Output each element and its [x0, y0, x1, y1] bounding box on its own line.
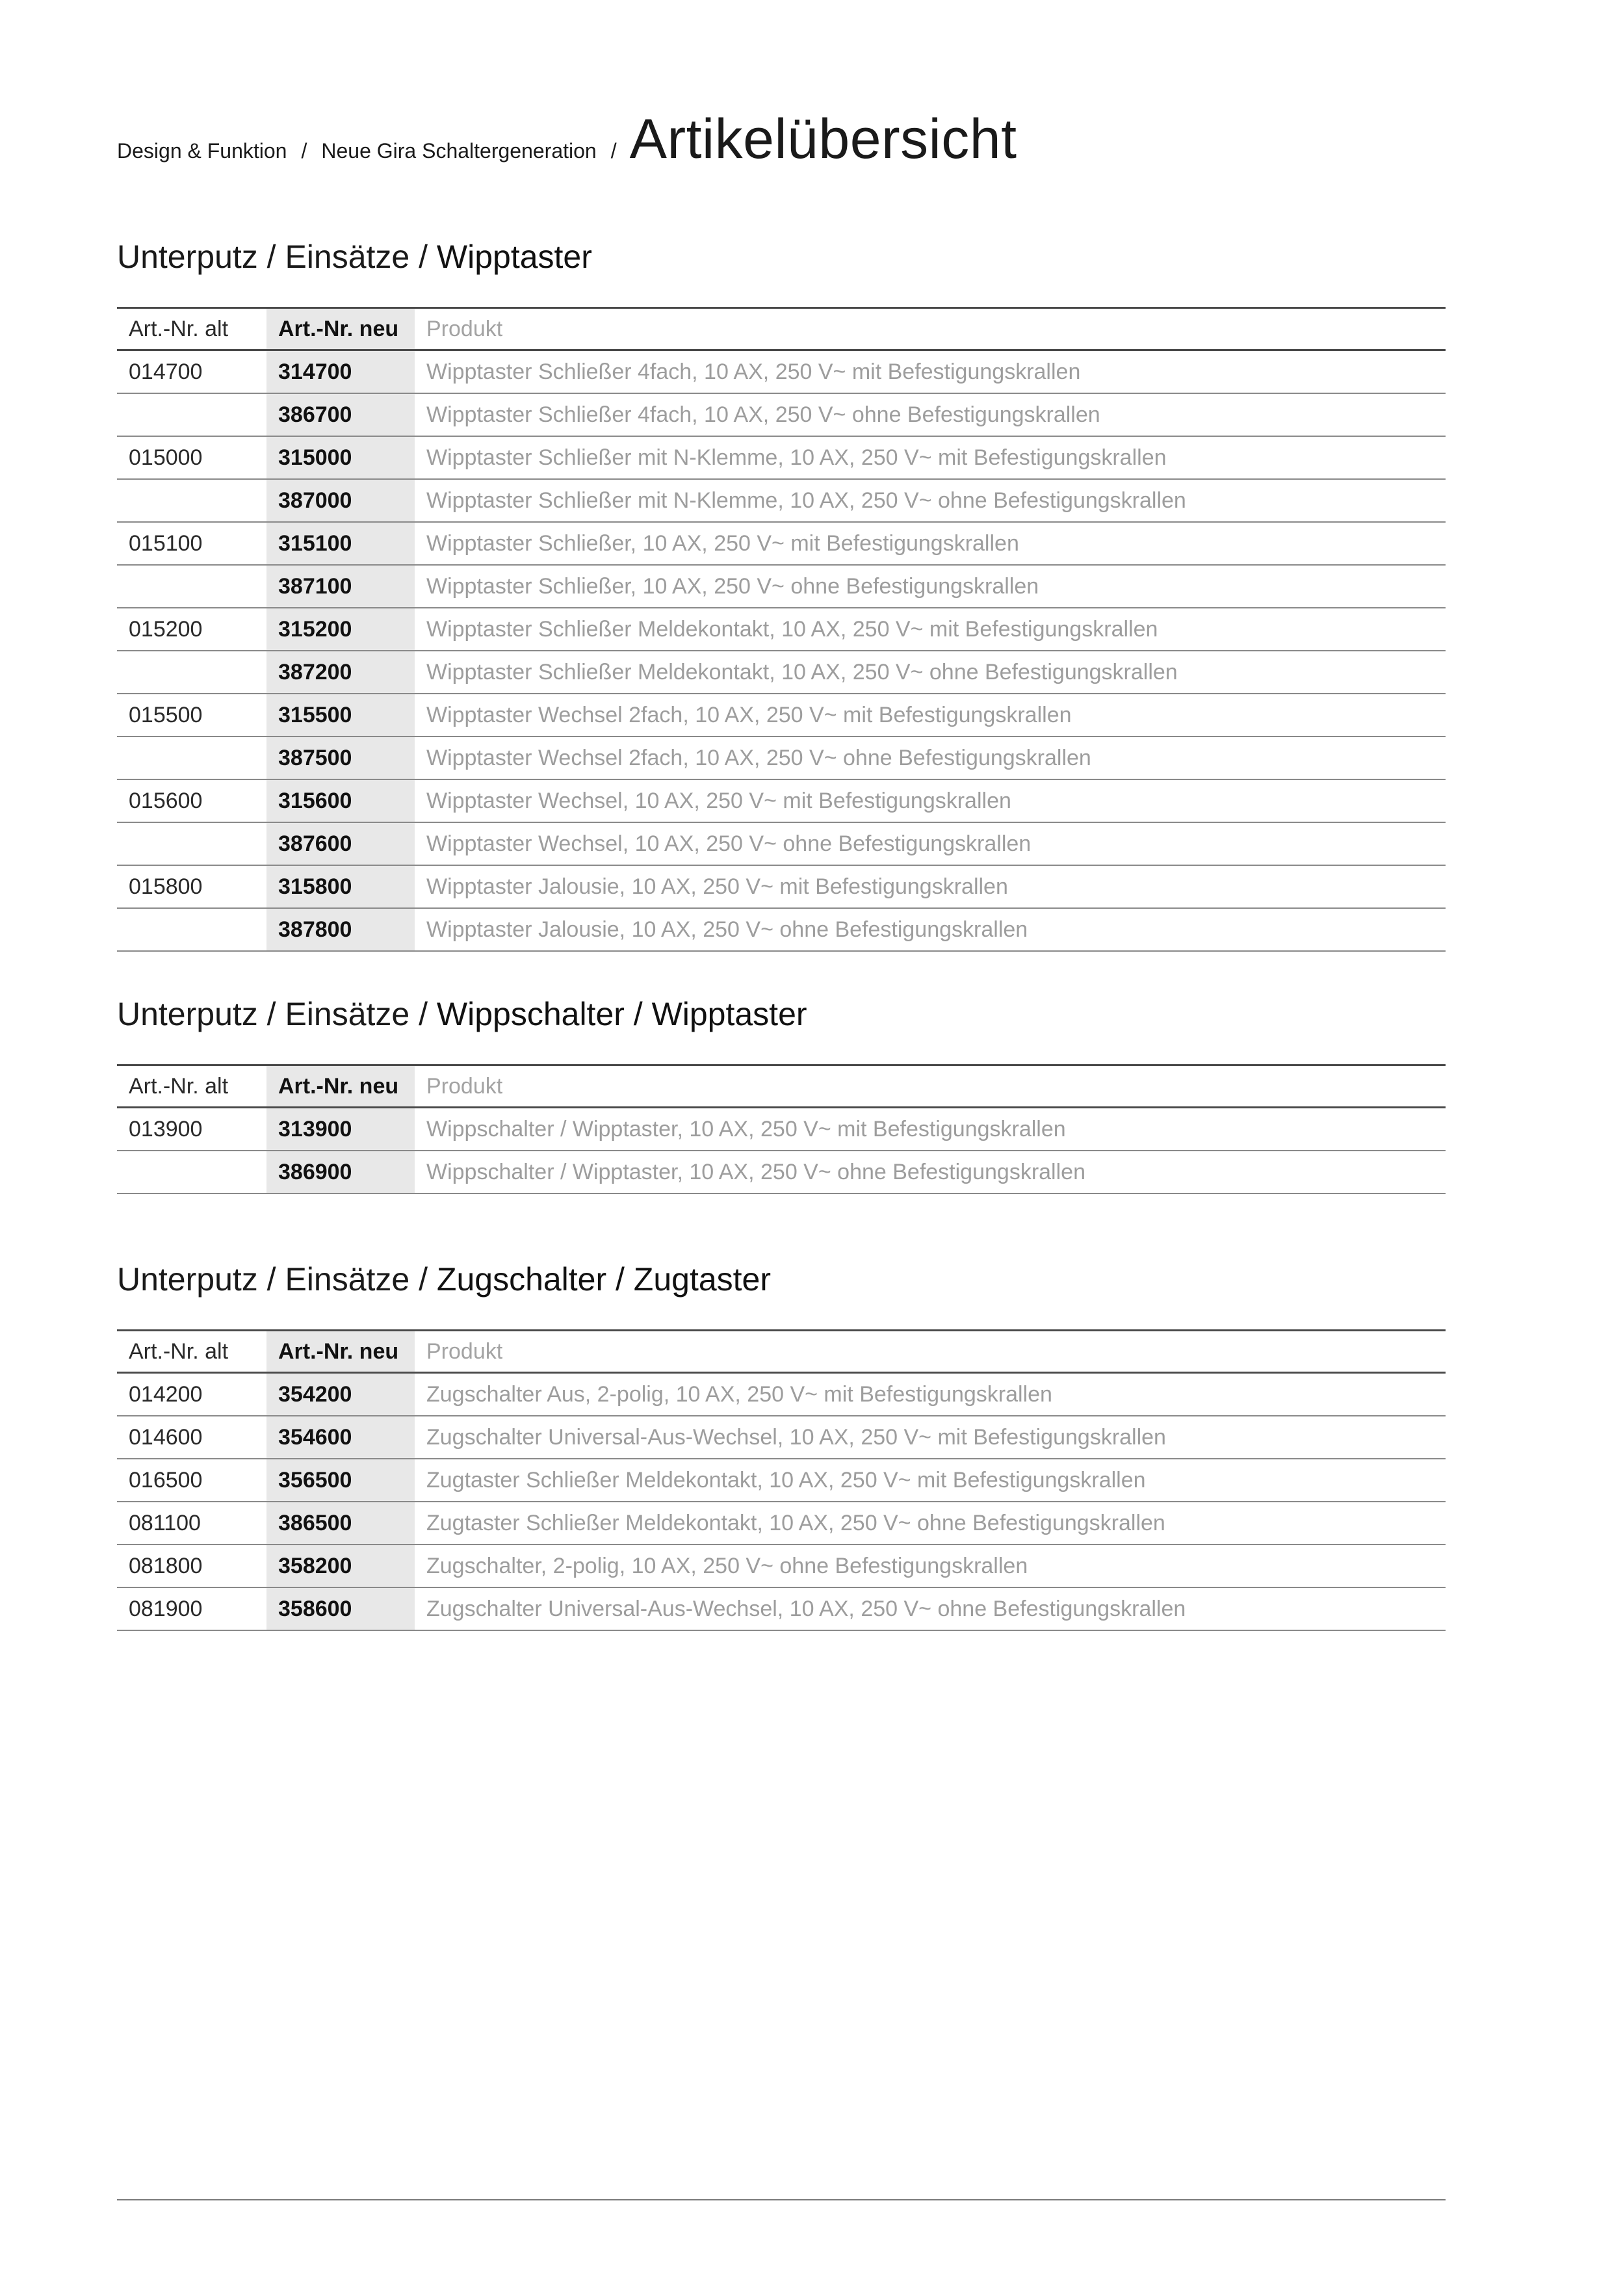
footer-divider: [117, 2199, 1446, 2200]
breadcrumb-item-design-funktion[interactable]: Design & Funktion: [117, 139, 287, 163]
cell-art-nr-neu: 315000: [266, 436, 415, 479]
cell-art-nr-alt: 081900: [117, 1587, 266, 1630]
breadcrumb-separator: /: [610, 139, 617, 163]
cell-art-nr-alt: 016500: [117, 1459, 266, 1502]
cell-art-nr-neu: 387600: [266, 822, 415, 865]
table-row: [117, 608, 1446, 651]
cell-art-nr-neu: 356500: [266, 1459, 415, 1502]
cell-art-nr-alt: [117, 565, 266, 608]
breadcrumb-separator: /: [301, 139, 307, 163]
cell-art-nr-alt: [117, 737, 266, 779]
cell-produkt: Wipptaster Schließer mit N-Klemme, 10 AX, 250 V~ mit Befestigungskrallen: [415, 436, 1446, 479]
cell-produkt: Wipptaster Schließer, 10 AX, 250 V~ ohne Befestigungskrallen: [415, 565, 1446, 608]
table-row: [117, 1502, 1446, 1545]
cell-art-nr-alt: 014700: [117, 350, 266, 394]
section-title-path: Unterputz / Einsätze /: [117, 996, 437, 1032]
table-row: [117, 479, 1446, 522]
section-wipptaster: [117, 234, 1446, 952]
table-header-row: [117, 1331, 1446, 1373]
section-wippschalter-wipptaster: [117, 991, 1446, 1194]
cell-art-nr-alt: 014600: [117, 1416, 266, 1459]
cell-produkt: Zugschalter Universal-Aus-Wechsel, 10 AX, 250 V~ mit Befestigungskrallen: [415, 1416, 1446, 1459]
table-row: [117, 1587, 1446, 1630]
table-row: [117, 737, 1446, 779]
table-body: [117, 350, 1446, 952]
table-row: [117, 1108, 1446, 1151]
cell-art-nr-alt: 014200: [117, 1373, 266, 1416]
cell-produkt: Zugschalter, 2-polig, 10 AX, 250 V~ ohne Befestigungskrallen: [415, 1545, 1446, 1587]
cell-art-nr-neu: 313900: [266, 1108, 415, 1151]
cell-art-nr-alt: [117, 651, 266, 694]
article-table: [117, 307, 1446, 952]
cell-art-nr-alt: 015200: [117, 608, 266, 651]
table-row: [117, 1151, 1446, 1194]
cell-art-nr-neu: 358200: [266, 1545, 415, 1587]
article-table: [117, 1064, 1446, 1194]
cell-art-nr-neu: 315100: [266, 522, 415, 565]
cell-produkt: Wipptaster Wechsel 2fach, 10 AX, 250 V~ mit Befestigungskrallen: [415, 694, 1446, 737]
cell-art-nr-alt: 013900: [117, 1108, 266, 1151]
cell-produkt: Wippschalter / Wipptaster, 10 AX, 250 V~ mit Befestigungskrallen: [415, 1108, 1446, 1151]
table-row: [117, 393, 1446, 436]
table-row: [117, 865, 1446, 908]
cell-produkt: Wipptaster Schließer Meldekontakt, 10 AX, 250 V~ ohne Befestigungskrallen: [415, 651, 1446, 694]
breadcrumb-item-schaltergeneration[interactable]: Neue Gira Schaltergeneration: [321, 139, 597, 163]
section-title: [117, 1257, 1446, 1302]
table-row: [117, 822, 1446, 865]
column-header-produkt: Produkt: [415, 1331, 1446, 1373]
cell-art-nr-neu: 315500: [266, 694, 415, 737]
cell-produkt: Wipptaster Wechsel, 10 AX, 250 V~ mit Befestigungskrallen: [415, 779, 1446, 822]
section-title-category: Wippschalter / Wipptaster: [436, 996, 807, 1032]
cell-art-nr-neu: 315200: [266, 608, 415, 651]
table-row: [117, 651, 1446, 694]
cell-art-nr-neu: 386500: [266, 1502, 415, 1545]
column-header-art-nr-neu: Art.-Nr. neu: [266, 1331, 415, 1373]
article-table: [117, 1329, 1446, 1631]
cell-art-nr-neu: 387200: [266, 651, 415, 694]
cell-art-nr-alt: 015600: [117, 779, 266, 822]
cell-produkt: Wipptaster Schließer, 10 AX, 250 V~ mit Befestigungskrallen: [415, 522, 1446, 565]
cell-produkt: Wippschalter / Wipptaster, 10 AX, 250 V~ ohne Befestigungskrallen: [415, 1151, 1446, 1194]
table-body: [117, 1108, 1446, 1194]
cell-art-nr-alt: [117, 393, 266, 436]
table-header-row: [117, 308, 1446, 350]
cell-produkt: Zugschalter Universal-Aus-Wechsel, 10 AX, 250 V~ ohne Befestigungskrallen: [415, 1587, 1446, 1630]
table-row: [117, 779, 1446, 822]
cell-art-nr-alt: [117, 1151, 266, 1194]
page-title: Artikelübersicht: [629, 108, 1017, 170]
cell-art-nr-alt: 081800: [117, 1545, 266, 1587]
table-row: [117, 1373, 1446, 1416]
cell-art-nr-neu: 387000: [266, 479, 415, 522]
table-row: [117, 694, 1446, 737]
cell-produkt: Zugschalter Aus, 2-polig, 10 AX, 250 V~ mit Befestigungskrallen: [415, 1373, 1446, 1416]
cell-art-nr-neu: 386700: [266, 393, 415, 436]
column-header-art-nr-neu: Art.-Nr. neu: [266, 308, 415, 350]
cell-art-nr-neu: 314700: [266, 350, 415, 394]
section-title-path: Unterputz / Einsätze /: [117, 239, 437, 275]
section-title: [117, 991, 1446, 1037]
cell-art-nr-neu: 354200: [266, 1373, 415, 1416]
column-header-art-nr-neu: Art.-Nr. neu: [266, 1065, 415, 1108]
section-title-path: Unterputz / Einsätze /: [117, 1261, 437, 1298]
cell-produkt: Wipptaster Wechsel, 10 AX, 250 V~ ohne Befestigungskrallen: [415, 822, 1446, 865]
cell-art-nr-neu: 354600: [266, 1416, 415, 1459]
cell-art-nr-alt: 015800: [117, 865, 266, 908]
column-header-art-nr-alt: Art.-Nr. alt: [117, 1065, 266, 1108]
cell-art-nr-alt: [117, 479, 266, 522]
cell-art-nr-alt: 081100: [117, 1502, 266, 1545]
column-header-produkt: Produkt: [415, 1065, 1446, 1108]
section-title: [117, 234, 1446, 280]
column-header-produkt: Produkt: [415, 308, 1446, 350]
cell-produkt: Zugtaster Schließer Meldekontakt, 10 AX, 250 V~ mit Befestigungskrallen: [415, 1459, 1446, 1502]
cell-art-nr-neu: 386900: [266, 1151, 415, 1194]
cell-art-nr-neu: 315600: [266, 779, 415, 822]
table-header-row: [117, 1065, 1446, 1108]
section-title-category: Zugschalter / Zugtaster: [436, 1261, 772, 1298]
table-row: [117, 1416, 1446, 1459]
table-row: [117, 436, 1446, 479]
column-header-art-nr-alt: Art.-Nr. alt: [117, 308, 266, 350]
cell-art-nr-neu: 315800: [266, 865, 415, 908]
breadcrumb: [117, 107, 1017, 185]
cell-art-nr-alt: 015100: [117, 522, 266, 565]
cell-art-nr-neu: 358600: [266, 1587, 415, 1630]
cell-art-nr-neu: 387500: [266, 737, 415, 779]
section-zugschalter-zugtaster: [117, 1257, 1446, 1631]
cell-produkt: Wipptaster Jalousie, 10 AX, 250 V~ mit Befestigungskrallen: [415, 865, 1446, 908]
cell-art-nr-alt: 015000: [117, 436, 266, 479]
table-row: [117, 565, 1446, 608]
table-row: [117, 1545, 1446, 1587]
section-title-category: Wipptaster: [436, 239, 592, 275]
cell-produkt: Wipptaster Schließer 4fach, 10 AX, 250 V~ ohne Befestigungskrallen: [415, 393, 1446, 436]
cell-art-nr-alt: [117, 822, 266, 865]
table-row: [117, 1459, 1446, 1502]
cell-produkt: Wipptaster Schließer Meldekontakt, 10 AX, 250 V~ mit Befestigungskrallen: [415, 608, 1446, 651]
column-header-art-nr-alt: Art.-Nr. alt: [117, 1331, 266, 1373]
table-body: [117, 1373, 1446, 1631]
cell-produkt: Zugtaster Schließer Meldekontakt, 10 AX, 250 V~ ohne Befestigungskrallen: [415, 1502, 1446, 1545]
table-row: [117, 908, 1446, 951]
cell-art-nr-neu: 387100: [266, 565, 415, 608]
cell-produkt: Wipptaster Schließer mit N-Klemme, 10 AX, 250 V~ ohne Befestigungskrallen: [415, 479, 1446, 522]
cell-art-nr-alt: 015500: [117, 694, 266, 737]
cell-produkt: Wipptaster Wechsel 2fach, 10 AX, 250 V~ ohne Befestigungskrallen: [415, 737, 1446, 779]
cell-produkt: Wipptaster Jalousie, 10 AX, 250 V~ ohne Befestigungskrallen: [415, 908, 1446, 951]
table-row: [117, 522, 1446, 565]
cell-art-nr-alt: [117, 908, 266, 951]
cell-produkt: Wipptaster Schließer 4fach, 10 AX, 250 V~ mit Befestigungskrallen: [415, 350, 1446, 394]
cell-art-nr-neu: 387800: [266, 908, 415, 951]
table-row: [117, 350, 1446, 394]
